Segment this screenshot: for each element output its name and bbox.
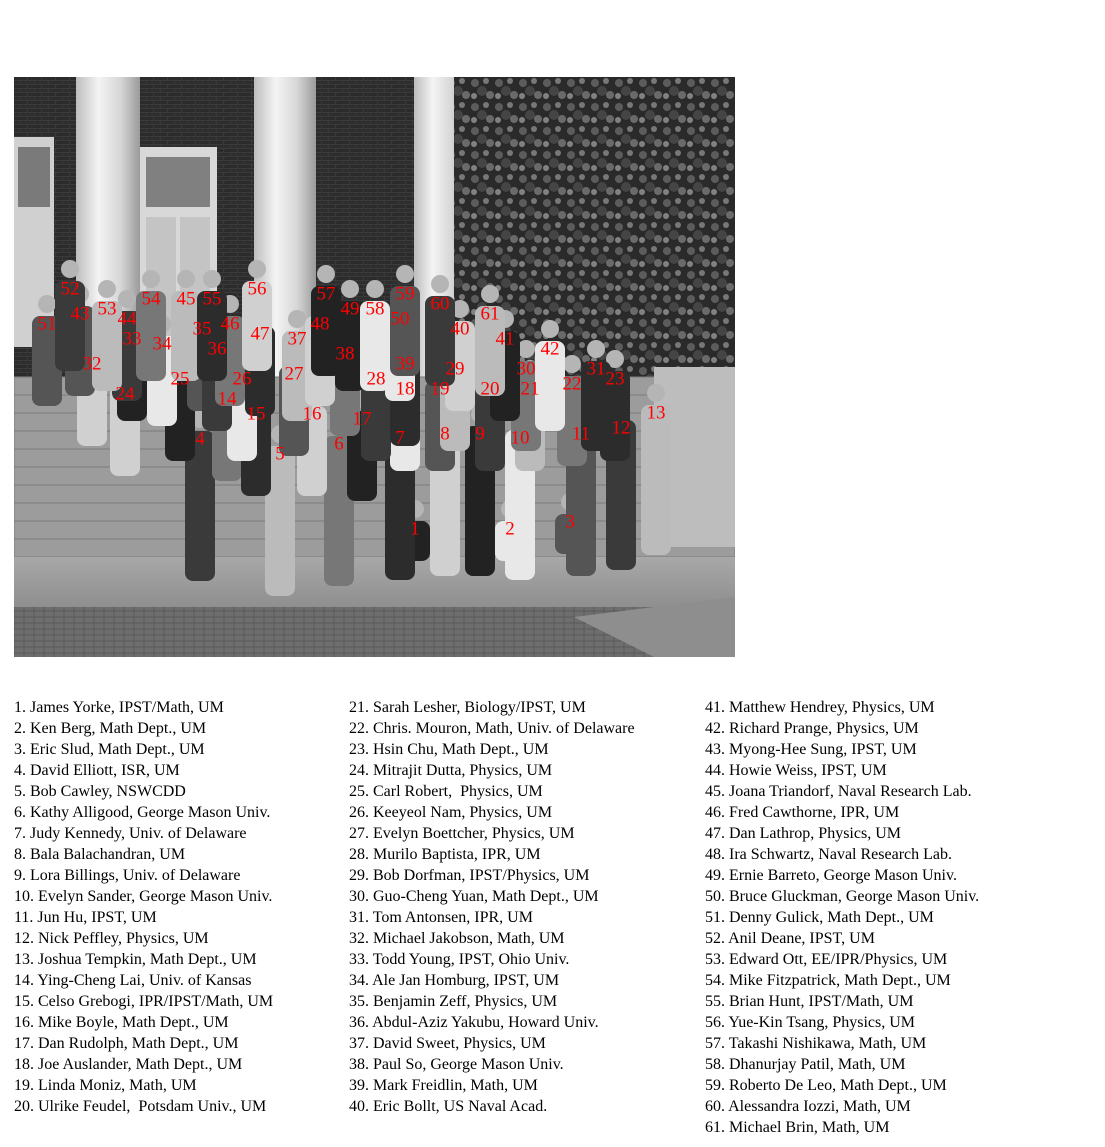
legend-entry: 44. Howie Weiss, IPST, UM [705,762,887,779]
person-number-label: 31 [586,358,606,380]
person-number-label: 43 [70,303,90,325]
legend-column-3 [705,697,979,1138]
group-photo [14,77,735,657]
legend-entry: 6. Kathy Alligood, George Mason Univ. [14,804,271,821]
legend-entry: 48. Ira Schwartz, Naval Research Lab. [705,846,952,863]
legend-entry: 24. Mitrajit Dutta, Physics, UM [349,762,553,779]
legend-entry: 45. Joana Triandorf, Naval Research Lab. [705,783,972,800]
person-number-label: 2 [505,518,515,540]
legend-entry: 50. Bruce Gluckman, George Mason Univ. [705,888,980,905]
person-number-label: 29 [445,358,465,380]
person-number-label: 58 [365,298,385,320]
person-number-label: 12 [611,417,631,439]
person-number-label: 28 [366,368,386,390]
legend-entry: 13. Joshua Tempkin, Math Dept., UM [14,951,257,968]
person-number-label: 46 [220,313,240,335]
legend-entry: 14. Ying-Cheng Lai, Univ. of Kansas [14,972,252,989]
person-number-label: 38 [335,343,355,365]
legend-entry: 12. Nick Peffley, Physics, UM [14,930,209,947]
legend-entry: 31. Tom Antonsen, IPR, UM [349,909,533,926]
legend-entry: 19. Linda Moniz, Math, UM [14,1077,197,1094]
legend-entry: 5. Bob Cawley, NSWCDD [14,783,186,800]
person-number-label: 34 [152,333,172,355]
person-number-label: 1 [410,518,420,540]
person-number-label: 59 [395,283,415,305]
legend-entry: 28. Murilo Baptista, IPR, UM [349,846,541,863]
legend-entry: 53. Edward Ott, EE/IPR/Physics, UM [705,951,948,968]
legend-entry: 59. Roberto De Leo, Math Dept., UM [705,1077,947,1094]
legend-entry: 39. Mark Freidlin, Math, UM [349,1077,538,1094]
person-number-label: 15 [246,403,266,425]
legend-entry: 3. Eric Slud, Math Dept., UM [14,741,205,758]
person-number-label: 4 [195,428,205,450]
legend-entry: 15. Celso Grebogi, IPR/IPST/Math, UM [14,993,274,1010]
person-number-label: 45 [176,288,196,310]
legend-entry: 54. Mike Fitzpatrick, Math Dept., UM [705,972,951,989]
person-number-label: 41 [495,328,515,350]
person-number-label: 3 [565,511,575,533]
legend-entry: 37. David Sweet, Physics, UM [349,1035,546,1052]
legend-column-2 [349,697,635,1117]
legend-entry: 11. Jun Hu, IPST, UM [14,909,157,926]
legend-entry: 1. James Yorke, IPST/Math, UM [14,699,224,716]
legend-entry: 52. Anil Deane, IPST, UM [705,930,875,947]
person-number-label: 5 [275,443,285,465]
legend-entry: 43. Myong-Hee Sung, IPST, UM [705,741,917,758]
person-number-label: 13 [646,402,666,424]
legend-entry: 16. Mike Boyle, Math Dept., UM [14,1014,229,1031]
legend-entry: 34. Ale Jan Homburg, IPST, UM [349,972,560,989]
person-number-label: 17 [352,408,372,430]
legend-entry: 25. Carl Robert, Physics, UM [349,783,543,800]
legend-entry: 58. Dhanurjay Patil, Math, UM [705,1056,906,1073]
person-number-label: 39 [395,353,415,375]
person-number-label: 50 [390,308,410,330]
person-number-label: 52 [60,278,80,300]
legend-entry: 20. Ulrike Feudel, Potsdam Univ., UM [14,1098,267,1115]
person-number-label: 25 [170,368,190,390]
person-number-label: 6 [334,433,344,455]
person-number-label: 10 [510,427,530,449]
legend-entry: 61. Michael Brin, Math, UM [705,1119,890,1136]
person-number-label: 47 [250,323,270,345]
legend-entry: 22. Chris. Mouron, Math, Univ. of Delaware [349,720,635,737]
person-number-label: 14 [217,388,237,410]
legend-entry: 60. Alessandra Iozzi, Math, UM [705,1098,911,1115]
legend-entry: 38. Paul So, George Mason Univ. [349,1056,564,1073]
legend-entry: 51. Denny Gulick, Math Dept., UM [705,909,934,926]
person-number-label: 40 [450,318,470,340]
legend-entry: 2. Ken Berg, Math Dept., UM [14,720,207,737]
legend-entry: 26. Keeyeol Nam, Physics, UM [349,804,553,821]
person-number-label: 21 [520,378,540,400]
legend-entry: 36. Abdul-Aziz Yakubu, Howard Univ. [349,1014,599,1031]
person-number-label: 11 [571,423,591,445]
legend-entry: 27. Evelyn Boettcher, Physics, UM [349,825,575,842]
legend-entry: 10. Evelyn Sander, George Mason Univ. [14,888,273,905]
person-number-label: 61 [480,303,500,325]
person-number-label: 55 [202,288,222,310]
person-number-label: 8 [440,423,450,445]
person-number-label: 30 [516,358,536,380]
person-number-label: 22 [562,373,582,395]
person-number-label: 7 [395,427,405,449]
person-number-label: 49 [340,298,360,320]
person-number-label: 54 [141,288,161,310]
person-number-label: 48 [310,313,330,335]
legend-column-1 [14,697,273,1117]
person-number-label: 37 [287,328,307,350]
person-number-label: 24 [115,383,135,405]
person-number-label: 20 [480,378,500,400]
person-number-label: 23 [605,368,625,390]
legend-entry: 57. Takashi Nishikawa, Math, UM [705,1035,927,1052]
legend-entry: 8. Bala Balachandran, UM [14,846,186,863]
legend-entry: 17. Dan Rudolph, Math Dept., UM [14,1035,239,1052]
person-number-label: 42 [540,338,560,360]
person-number-label: 19 [430,378,450,400]
person-number-label: 44 [117,308,137,330]
legend-entry: 32. Michael Jakobson, Math, UM [349,930,565,947]
person-number-label: 26 [232,368,252,390]
legend-entry: 18. Joe Auslander, Math Dept., UM [14,1056,243,1073]
photo-scene [14,77,735,657]
legend-entry: 46. Fred Cawthorne, IPR, UM [705,804,900,821]
person-number-label: 16 [302,403,322,425]
legend-entry: 9. Lora Billings, Univ. of Delaware [14,867,241,884]
person-number-label: 56 [247,278,267,300]
person-number-label: 27 [284,363,304,385]
legend-entry: 56. Yue-Kin Tsang, Physics, UM [705,1014,915,1031]
legend-entry: 35. Benjamin Zeff, Physics, UM [349,993,558,1010]
person-number-label: 18 [395,378,415,400]
legend-entry: 49. Ernie Barreto, George Mason Univ. [705,867,957,884]
legend-entry: 41. Matthew Hendrey, Physics, UM [705,699,935,716]
legend-entry: 42. Richard Prange, Physics, UM [705,720,919,737]
legend-entry: 40. Eric Bollt, US Naval Acad. [349,1098,548,1115]
person-number-label: 53 [97,298,117,320]
legend-entry: 7. Judy Kennedy, Univ. of Delaware [14,825,247,842]
person-number-label: 33 [122,328,142,350]
legend-entry: 21. Sarah Lesher, Biology/IPST, UM [349,699,586,716]
legend-entry: 4. David Elliott, ISR, UM [14,762,180,779]
legend-entry: 30. Guo-Cheng Yuan, Math Dept., UM [349,888,599,905]
legend-entry: 29. Bob Dorfman, IPST/Physics, UM [349,867,590,884]
legend-entry: 47. Dan Lathrop, Physics, UM [705,825,901,842]
person-number-label: 32 [82,353,102,375]
legend-entry: 55. Brian Hunt, IPST/Math, UM [705,993,914,1010]
person-number-label: 35 [192,318,212,340]
person-number-label: 51 [37,313,57,335]
person-number-label: 57 [316,283,336,305]
legend-entry: 33. Todd Young, IPST, Ohio Univ. [349,951,570,968]
person-number-label: 9 [475,423,485,445]
person-number-label: 60 [430,293,450,315]
person-number-label: 36 [207,338,227,360]
legend-entry: 23. Hsin Chu, Math Dept., UM [349,741,549,758]
